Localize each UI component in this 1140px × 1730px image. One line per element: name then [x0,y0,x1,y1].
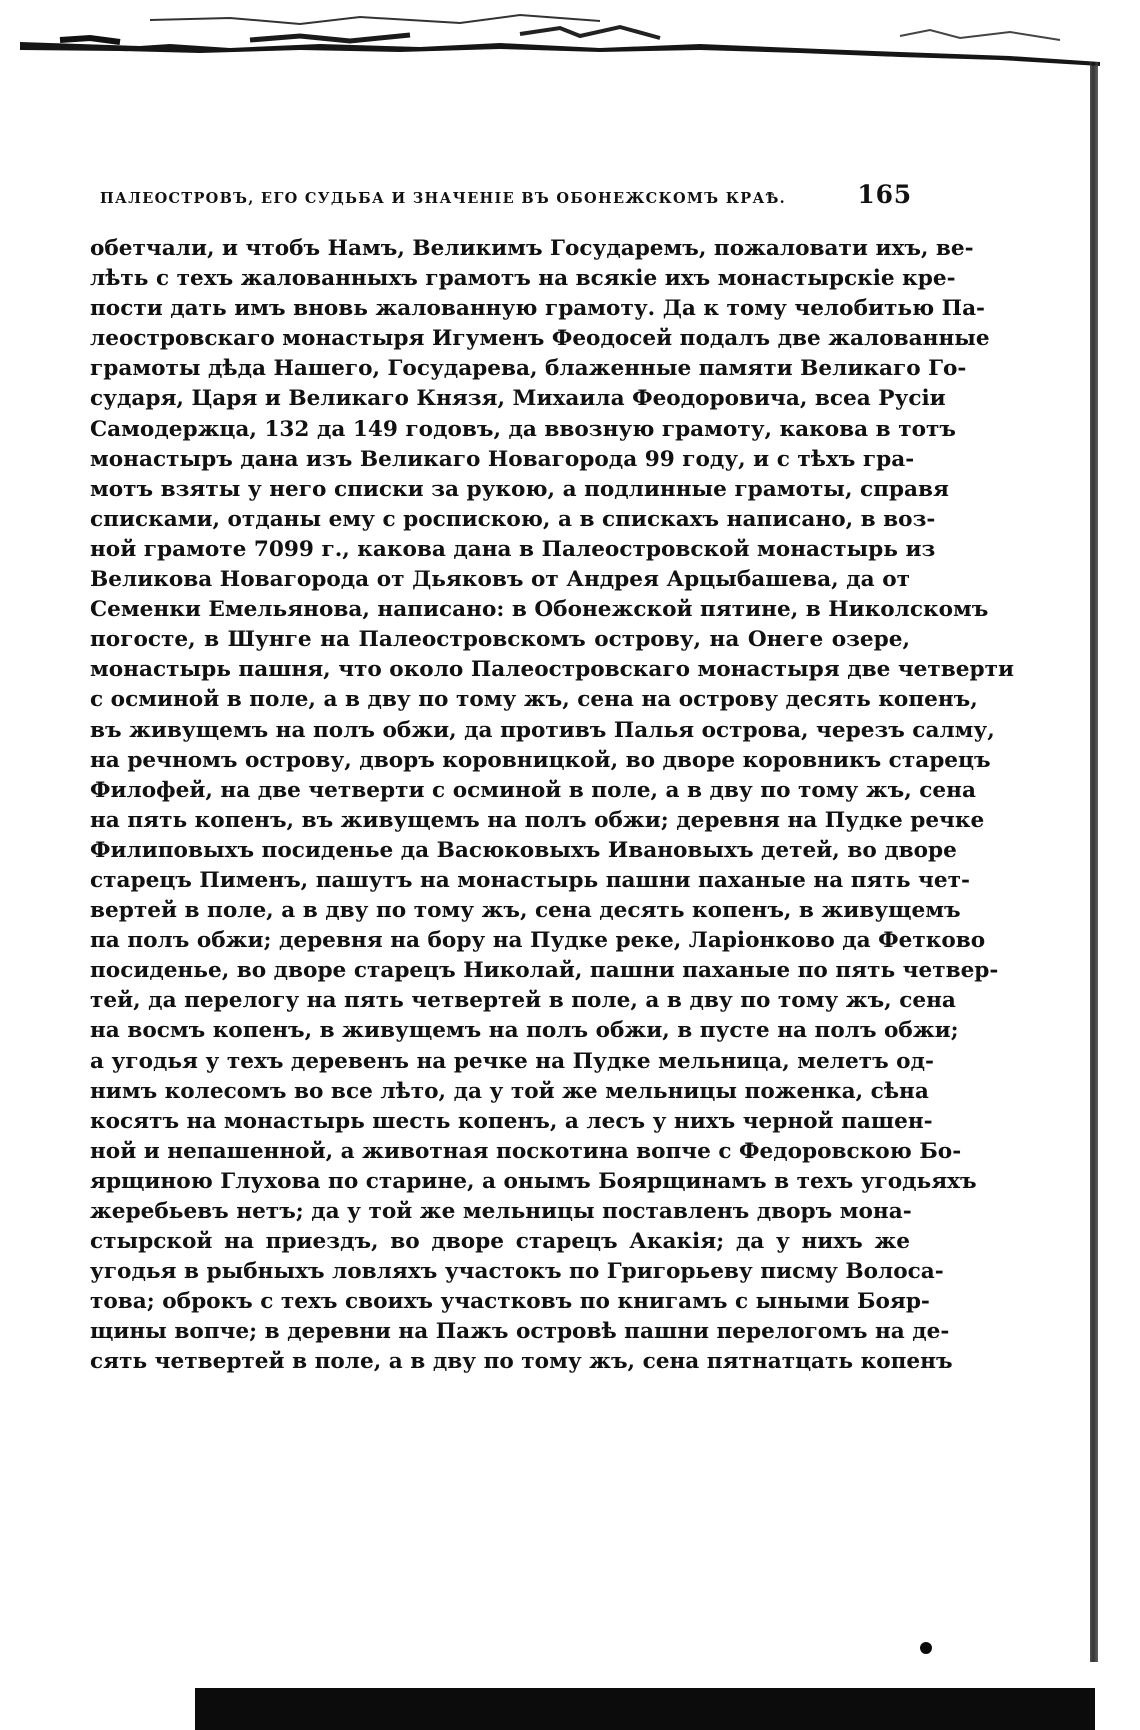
scan-right-edge [1090,62,1098,1662]
text-line: на речномъ острову, дворъ коровницкой, во дворе коровникъ старецъ [90,747,991,773]
text-line: обетчали, и чтобъ Намъ, Великимъ Государемъ, пожаловати ихъ, ве- [90,236,974,261]
scan-bottom-edge [195,1688,1095,1730]
text-line: жеребьевъ нетъ; да у той же мельницы поставленъ дворъ мона- [90,1199,912,1224]
text-line: грамоты дѣда Нашего, Государева, блаженные памяти Великаго Го- [90,356,967,382]
text-line: вертей в поле, а в дву по тому жъ, сена десять копенъ, в живущемъ [90,898,961,924]
text-line: монастыръ дана изъ Великаго Новагорода 99 году, и с тѣхъ гра- [90,446,915,472]
text-line: косятъ на монастырь шесть копенъ, а лесъ у нихъ черной пашен- [90,1108,933,1134]
text-line: лѣть с техъ жалованныхъ грамотъ на всякіе ихъ монастырскіе кре- [90,266,956,292]
scan-top-edge [0,0,1140,80]
running-header [100,180,910,209]
text-line: ной и непашенной, а животная поскотина вопче с Федоровскою Бо- [90,1138,962,1164]
text-line: сять четвертей в поле, а в дву по тому жъ, сена пятнатцать копенъ [90,1349,953,1375]
text-line: тей, да перелогу на пять четвертей в поле, а в дву по тому жъ, сена [90,988,956,1014]
text-line: Великова Новагорода от Дьяковъ от Андрея Арцыбашева, да от [90,567,910,593]
text-line: па полъ обжи; деревня на бору на Пудке реке, Ларіонково да Фетково [90,928,986,954]
text-line: ярщиною Глухова по старине, а онымъ Боярщинамъ в техъ угодьяхъ [90,1168,977,1194]
ink-dot [920,1642,932,1654]
text-line: леостровскаго монастыря Игуменъ Феодосей подалъ две жалованные [90,326,990,352]
body-text [90,234,1015,1378]
text-line: щины вопче; в деревни на Пажъ островѣ пашни перелогомъ на де- [90,1319,950,1345]
text-line: това; оброкъ с техъ своихъ участковъ по книгамъ с ыными Бояр- [90,1289,930,1315]
text-line: въ живущемъ на полъ обжи, да противъ Палья острова, черезъ салму, [90,717,995,743]
text-line: нимъ колесомъ во все лѣто, да у той же мельницы поженка, сѣна [90,1078,929,1104]
text-line: сударя, Царя и Великаго Князя, Михаила Феодоровича, всеа Русіи [90,386,946,412]
text-line: погосте, в Шунге на Палеостровскомъ острову, на Онеге озере, [90,627,910,653]
text-line: Самодержца, 132 да 149 годовъ, да ввозную грамоту, какова в тотъ [90,416,956,442]
page-number: 165 [857,180,912,209]
text-line: с осминой в поле, а в дву по тому жъ, сена на острову десять копенъ, [90,687,978,713]
text-line: монастырь пашня, что около Палеостровскаго монастыря две четверти [90,657,1015,683]
text-line: Семенки Емельянова, написано: в Обонежской пятине, в Николскомъ [90,597,989,623]
text-line: посиденье, во дворе старецъ Николай, пашни паханые по пять четвер- [90,958,999,984]
text-line: старецъ Пименъ, пашутъ на монастырь пашни паханые на пять чет- [90,867,970,893]
text-line: мотъ взяты у него списки за рукою, а подлинные грамоты, справя [90,476,949,502]
scan-noise-graphic [0,0,1140,80]
text-line: на восмъ копенъ, в живущемъ на полъ обжи, в пусте на полъ обжи; [90,1018,959,1044]
text-line: а угодья у техъ деревенъ на речке на Пудке мельница, мелетъ од- [90,1048,934,1074]
text-line: стырской на приездъ, во дворе старецъ Акакія; да у нихъ же [90,1229,910,1255]
text-line: на пять копенъ, въ живущемъ на полъ обжи; деревня на Пудке речке [90,807,985,833]
document-page [90,180,1015,1690]
running-title: ПАЛЕОСТРОВЪ, ЕГО СУДЬБА И ЗНАЧЕНІЕ ВЪ ОБОНЕЖСКОМЪ КРАѢ. [100,189,786,208]
text-line: угодья в рыбныхъ ловляхъ участокъ по Григорьеву писму Волоса- [90,1259,944,1285]
text-line: списками, отданы ему с роспискою, а в спискахъ написано, в воз- [90,506,936,532]
text-line: Филофей, на две четверти с осминой в поле, а в дву по тому жъ, сена [90,777,976,803]
text-line: пости дать имъ вновь жалованную грамоту. Да к тому челобитью Па- [90,296,986,322]
text-line: ной грамоте 7099 г., какова дана в Палеостровской монастырь из [90,536,936,562]
text-line: Филиповыхъ посиденье да Васюковыхъ Ивановыхъ детей, во дворе [90,837,957,863]
